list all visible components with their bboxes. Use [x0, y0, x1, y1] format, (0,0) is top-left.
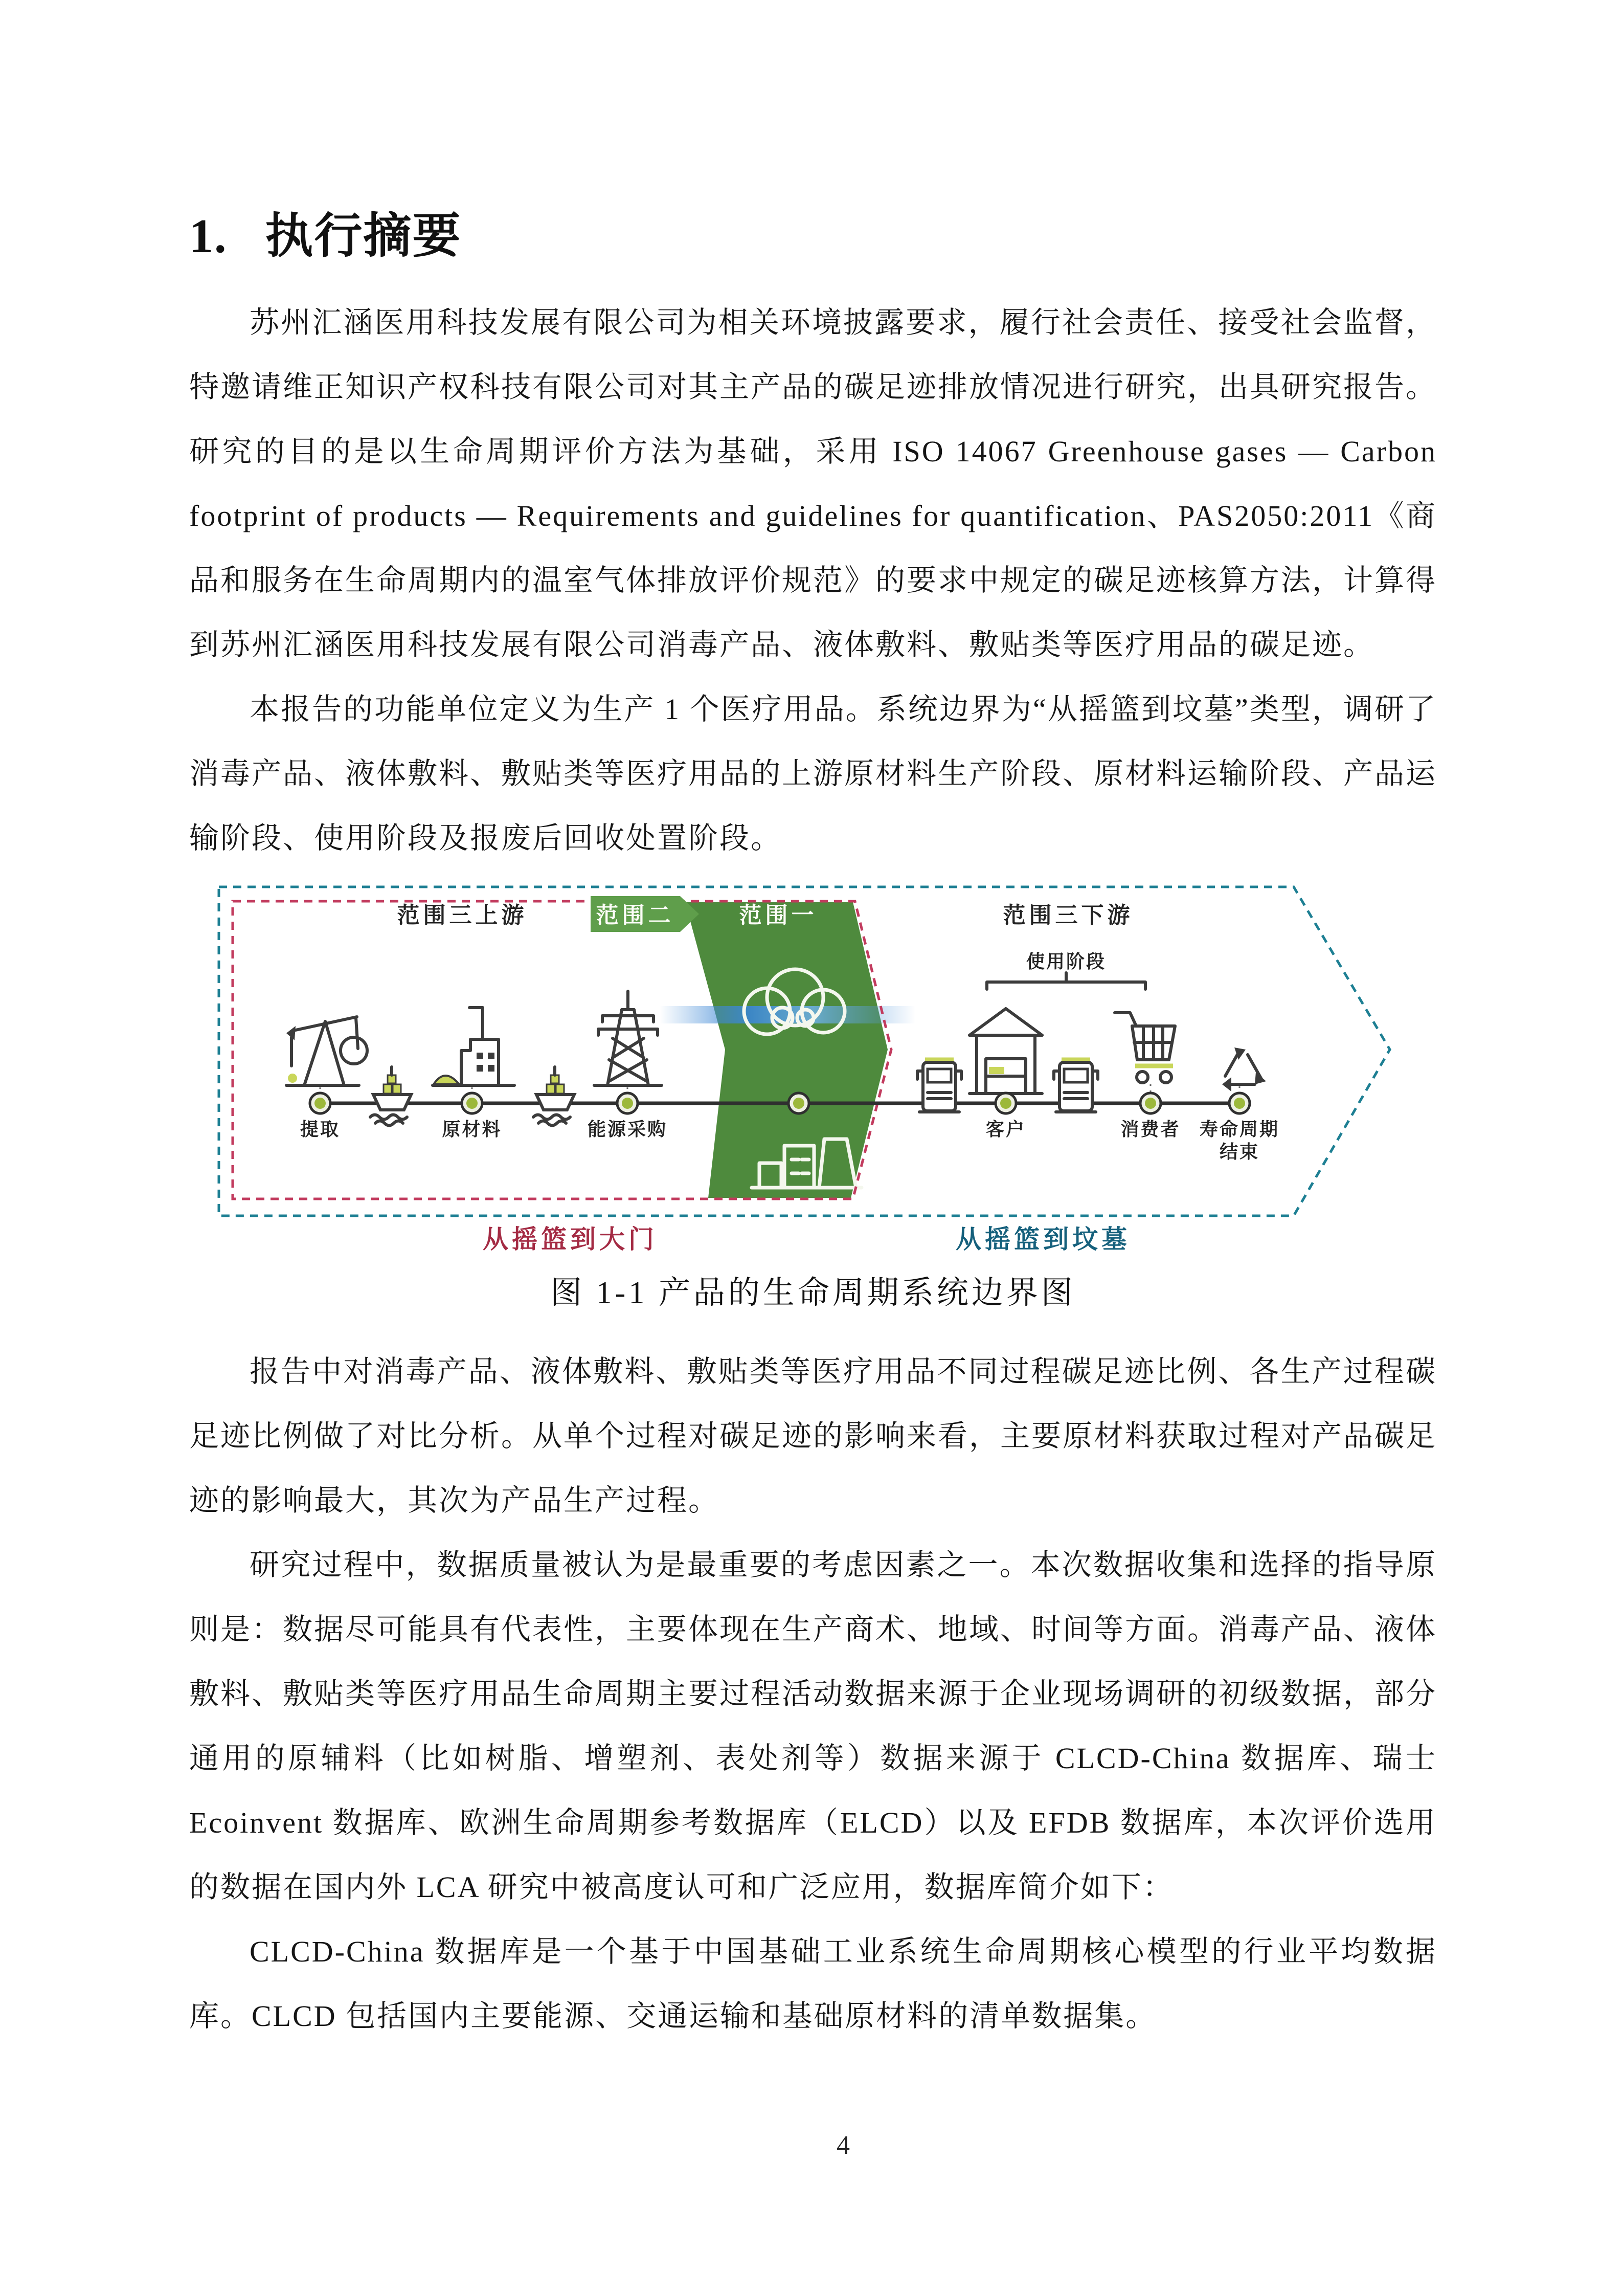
- scope3-upstream-label: 范围三上游: [397, 903, 528, 928]
- timeline-dot: [788, 1093, 809, 1113]
- paragraph-1: 苏州汇涵医用科技发展有限公司为相关环境披露要求，履行社会责任、接受社会监督，特邀请维正知识产权科技有限公司对其主产品的碳足迹排放情况进行研究，出具研究报告。研究的目的是以生命周期评价方法为基础，采用 ISO 14067 Greenhouse gases — Carbon footprint of products — Requirements and guidelines for quantification、PAS2050:2011《商品和服务在生命周期内的温室气体排放评价规范》的要求中规定的碳足迹核算方法，计算得到苏州汇涵医用科技发展有限公司消毒产品、液体敷料、敷贴类等医疗用品的碳足迹。: [189, 306, 1437, 662]
- scope2-label: 范围二: [596, 903, 674, 928]
- timeline-label-consumer: 消费者: [1120, 1119, 1181, 1140]
- timeline-label-end-of-life: 寿命周期: [1199, 1119, 1280, 1140]
- cradle-to-gate-label: 从摇篮到大门: [483, 1225, 658, 1254]
- paragraph-5: CLCD-China 数据库是一个基于中国基础工业系统生命周期核心模型的行业平均数据库。CLCD 包括国内主要能源、交通运输和基础原材料的清单数据集。: [189, 1935, 1437, 2033]
- timeline-label-customer: 客户: [985, 1119, 1026, 1140]
- timeline-dot: [617, 1093, 638, 1113]
- recycle-icon: [1222, 1047, 1266, 1091]
- timeline-label-extraction: 提取: [300, 1119, 341, 1140]
- pumpjack-icon: [286, 1017, 367, 1085]
- store-icon: [970, 1009, 1042, 1094]
- timeline-label-end-of-life-2: 结束: [1219, 1141, 1260, 1163]
- timeline-label-energy-procurement: 能源采购: [587, 1119, 668, 1140]
- section-number: 1.: [189, 210, 228, 263]
- page-number: 4: [837, 2131, 850, 2160]
- scope2-tag: [591, 896, 699, 932]
- timeline-label-raw-material: 原材料: [442, 1119, 502, 1140]
- section-heading: [189, 209, 1437, 264]
- shopping-cart-icon: [1115, 1013, 1175, 1083]
- scope1-label: 范围一: [739, 903, 818, 928]
- lifecycle-boundary-figure: [210, 881, 1401, 1262]
- cargo-ship-icon: [370, 1067, 411, 1126]
- timeline-dot: [310, 1093, 330, 1113]
- paragraph-4: 研究过程中，数据质量被认为是最重要的考虑因素之一。本次数据收集和选择的指导原则是：数据尽可能具有代表性，主要体现在生产商术、地域、时间等方面。消毒产品、液体敷料、敷贴类等医疗用品生命周期主要过程活动数据来源于企业现场调研的初级数据，部分通用的原辅料（比如树脂、增塑剂、表处剂等）数据来源于 CLCD-China 数据库、瑞士 Ecoinvent 数据库、欧洲生命周期参考数据库（ELCD）以及 EFDB 数据库，本次评价选用的数据在国内外 LCA 研究中被高度认可和广泛应用，数据库简介如下：: [189, 1548, 1437, 1904]
- section-title: 执行摘要: [265, 210, 462, 263]
- figure-caption: 图 1-1 产品的生命周期系统边界图: [550, 1276, 1076, 1311]
- scope1-band: [685, 902, 888, 1198]
- lifecycle-figure-svg: [210, 881, 1401, 1262]
- factory-icon: [433, 1008, 514, 1085]
- scope3-downstream-label: 范围三下游: [1003, 903, 1134, 928]
- truck-icon: [917, 1060, 961, 1112]
- timeline-dot: [996, 1093, 1016, 1113]
- use-stage-label: 使用阶段: [1026, 951, 1107, 972]
- paragraph-2: 本报告的功能单位定义为生产 1 个医疗用品。系统边界为“从摇篮到坟墓”类型，调研了消毒产品、液体敷料、敷贴类等医疗用品的上游原材料生产阶段、原材料运输阶段、产品运输阶段、使用阶段及报废后回收处置阶段。: [189, 693, 1437, 855]
- paragraph-3: 报告中对消毒产品、液体敷料、敷贴类等医疗用品不同过程碳足迹比例、各生产过程碳足迹比例做了对比分析。从单个过程对碳足迹的影响来看，主要原材料获取过程对产品碳足迹的影响最大，其次为产品生产过程。: [189, 1355, 1437, 1518]
- use-stage-bracket: [987, 973, 1145, 989]
- timeline-dot: [462, 1093, 482, 1113]
- power-tower-icon: [594, 991, 662, 1085]
- cradle-to-grave-label: 从摇篮到坟墓: [956, 1225, 1131, 1254]
- timeline-dot: [1229, 1093, 1250, 1113]
- timeline-dot: [1140, 1093, 1161, 1113]
